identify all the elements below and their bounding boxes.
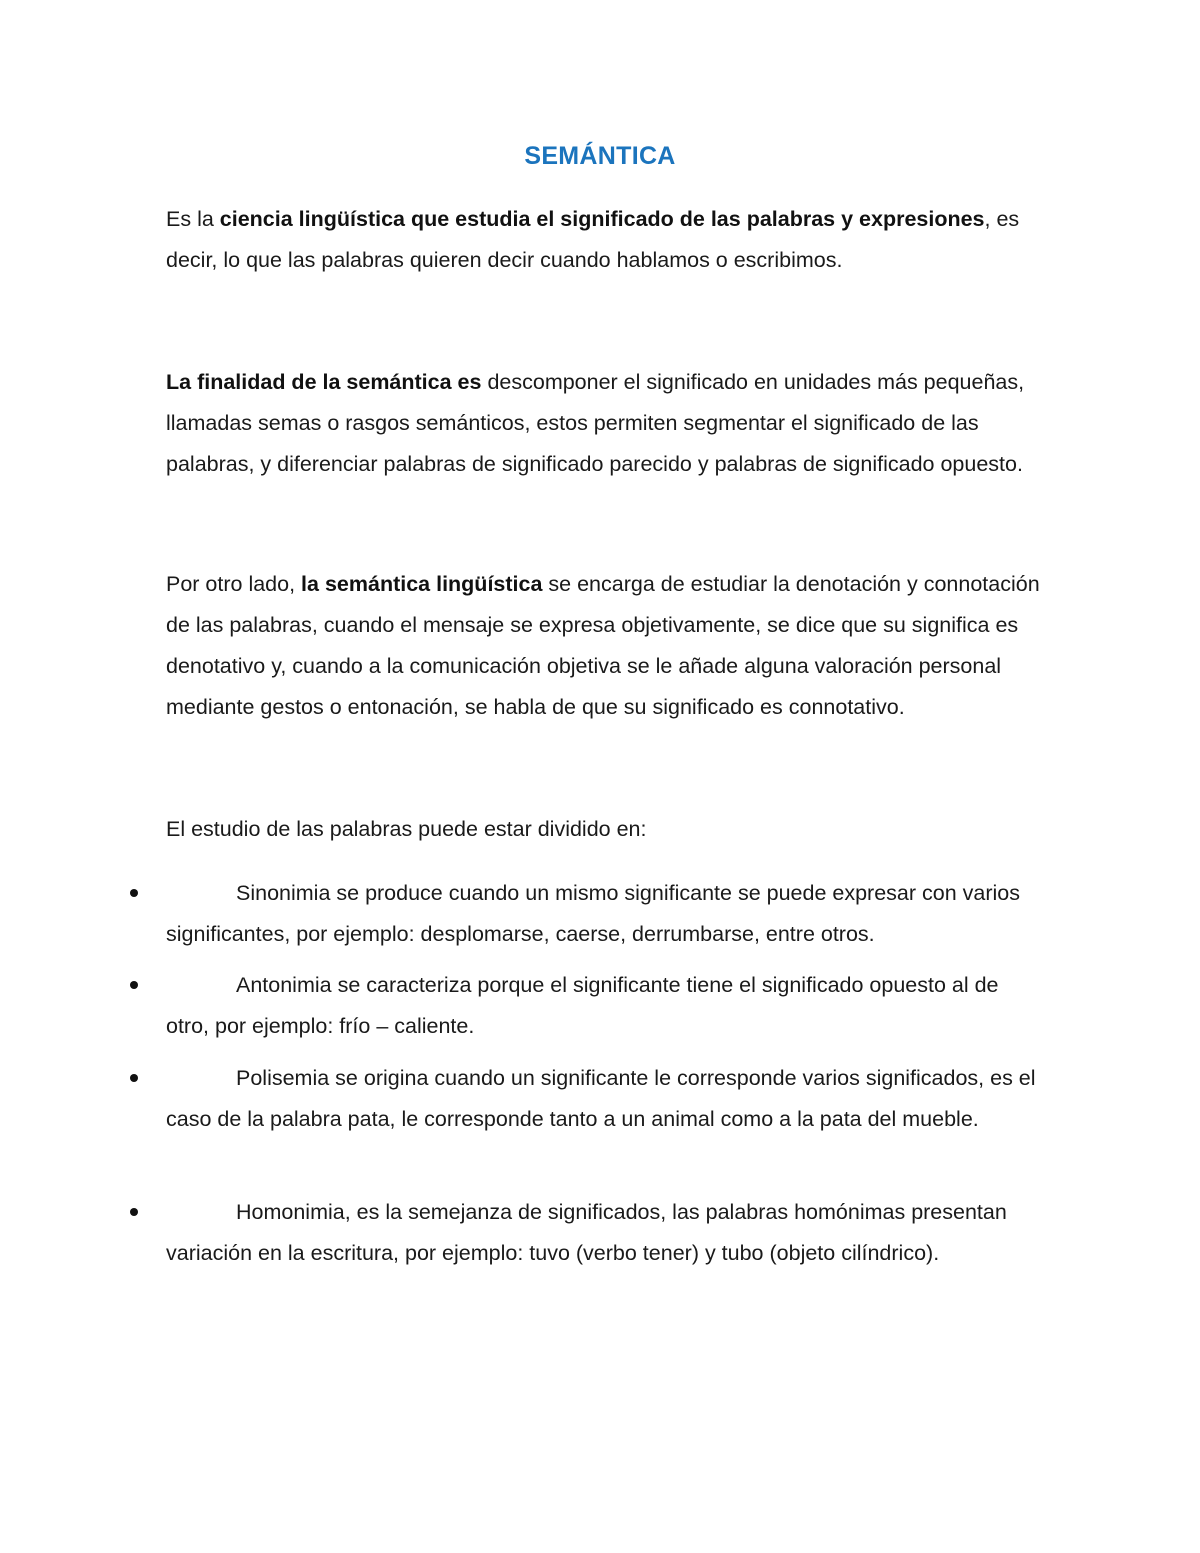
list-item-text: Antonimia se caracteriza porque el significante tiene el significado opuesto al de otro, por ejemplo: frío – caliente. [166, 973, 999, 1038]
bullet-icon [130, 1208, 138, 1216]
bold-phrase: la semántica lingüística [301, 572, 543, 596]
list-item-text: Homonimia, es la semejanza de significados, las palabras homónimas presentan variación en la escritura, por ejemplo: tuvo (verbo tener) y tubo (objeto cilíndrico). [166, 1200, 1007, 1265]
list-item [166, 965, 1046, 1047]
bullet-icon [130, 1074, 138, 1082]
paragraph-definition [166, 199, 1046, 281]
list-item [166, 1192, 1046, 1274]
list-item-text: Sinonimia se produce cuando un mismo significante se puede expresar con varios significantes, por ejemplo: desplomarse, caerse, derrumbarse, entre otros. [166, 881, 1020, 946]
paragraph-text: se encarga de estudiar la denotación y connotación de las palabras, cuando el mensaje se expresa objetivamente, se dice que su significa es denotativo y, cuando a la comunicación objetiva se le añade alguna valoración personal mediante gestos o entonación, se habla de que su significado es connotativo. [166, 572, 1040, 719]
paragraph-text: , es decir, lo que las palabras quieren decir cuando hablamos o escribimos. [166, 207, 1020, 272]
list-item-text: Polisemia se origina cuando un significante le corresponde varios significados, es el caso de la palabra pata, le corresponde tanto a un animal como a la pata del mueble. [166, 1066, 1036, 1131]
paragraph-text: Por otro lado, [166, 572, 302, 596]
paragraph-intro-list: El estudio de las palabras puede estar dividido en: [166, 817, 647, 841]
bold-phrase: ciencia lingüística que estudia el significado de las palabras y expresiones [219, 207, 985, 231]
paragraph-purpose [166, 362, 1046, 485]
bullet-icon [130, 981, 138, 989]
bold-phrase: La finalidad de la semántica es [166, 370, 482, 394]
bullet-icon [130, 889, 138, 897]
list-item [166, 873, 1046, 955]
list-item [166, 1058, 1046, 1140]
document-title: SEMÁNTICA [524, 142, 676, 170]
paragraph-text: descomponer el significado en unidades más pequeñas, llamadas semas o rasgos semánticos, estos permiten segmentar el significado de las palabras, y diferenciar palabras de significado parecido y palabras de significado opuesto. [166, 370, 1025, 476]
paragraph-linguistic-semantics [166, 564, 1046, 728]
paragraph-text: Es la [166, 207, 220, 231]
